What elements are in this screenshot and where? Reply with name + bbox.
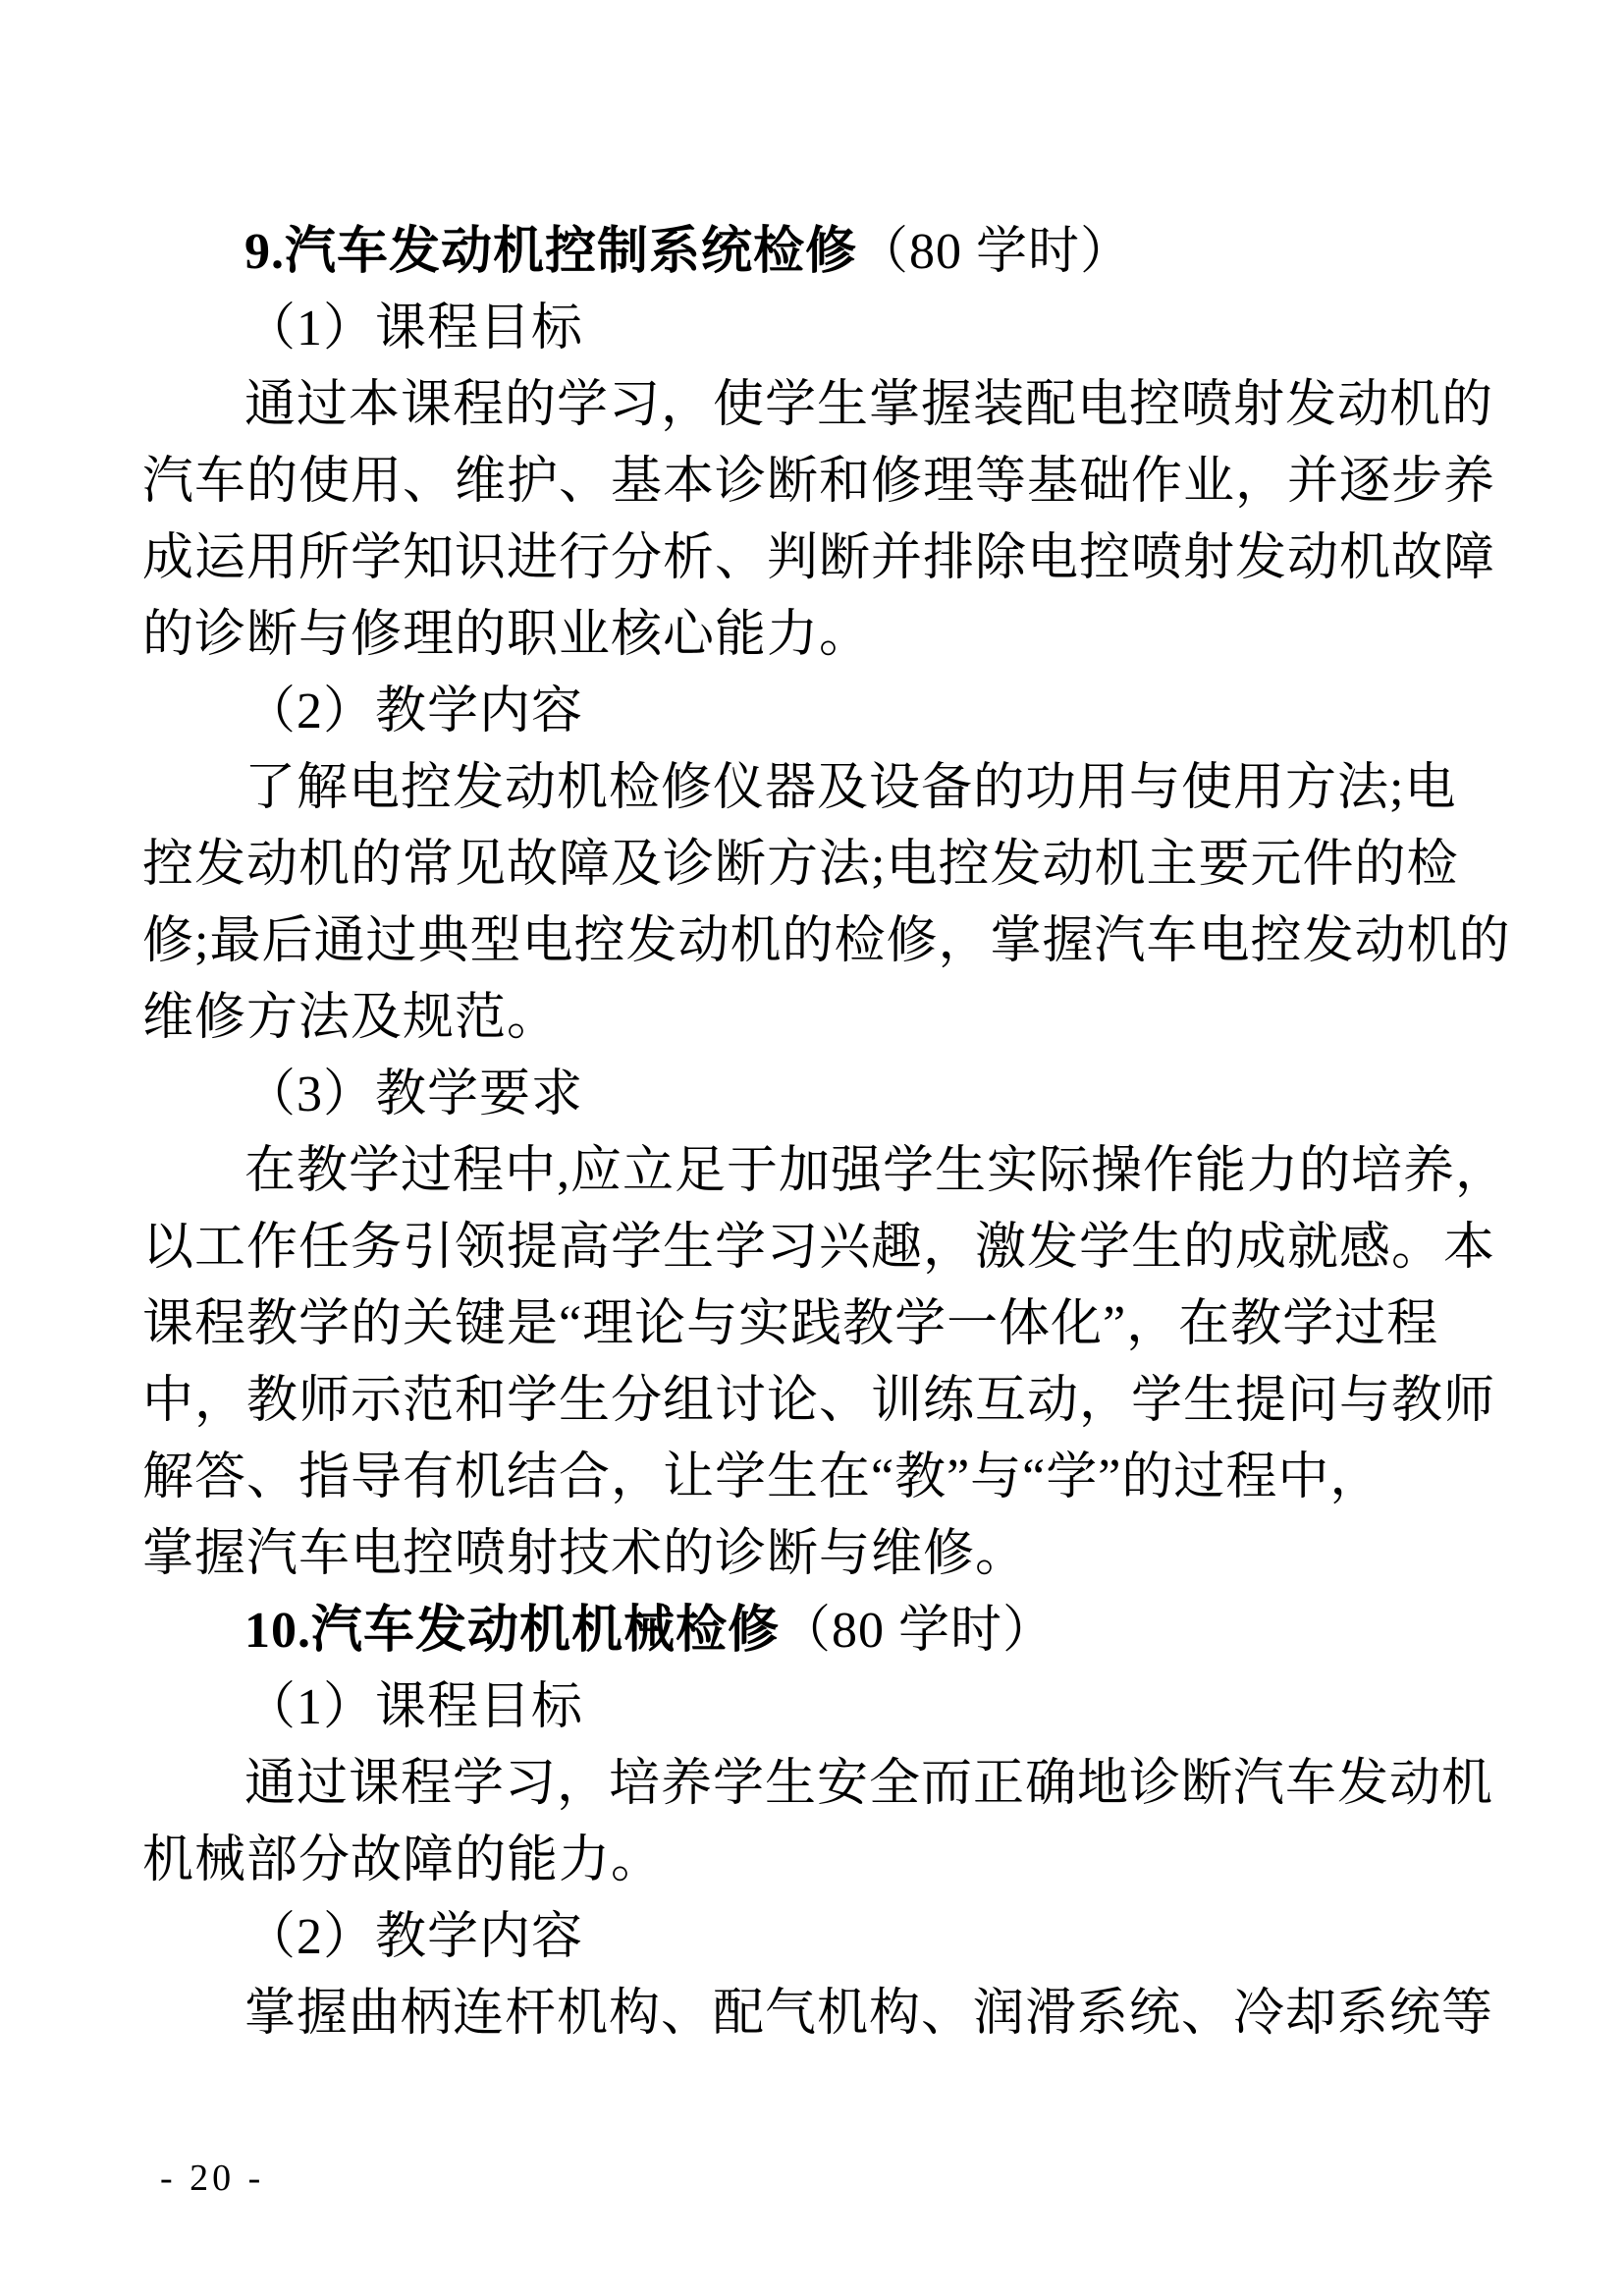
document-body xyxy=(142,214,1511,2052)
paragraph-line: 课程教学的关键是“理论与实践教学一体化”，在教学过程 xyxy=(142,1296,1439,1352)
paragraph-line: 维修方法及规范。 xyxy=(142,990,560,1046)
subheading-course-objective: （1）课程目标 xyxy=(244,301,584,356)
paragraph-line: 的诊断与修理的职业核心能力。 xyxy=(142,607,872,663)
paragraph-line: 中，教师示范和学生分组讨论、训练互动，学生提问与教师 xyxy=(142,1373,1496,1429)
subheading-teaching-content-10: （2）教学内容 xyxy=(244,1909,584,1965)
section-heading-10-title: 10.汽车发动机机械检修 xyxy=(244,1603,781,1659)
paragraph-line: 掌握汽车电控喷射技术的诊断与维修。 xyxy=(142,1526,1028,1582)
subheading-teaching-requirements: （3）教学要求 xyxy=(244,1066,584,1122)
paragraph-line: 修;最后通过典型电控发动机的检修，掌握汽车电控发动机的 xyxy=(142,913,1511,969)
paragraph-line: 通过课程学习，培养学生安全而正确地诊断汽车发动机 xyxy=(244,1756,1494,1812)
paragraph-teaching-content-10 xyxy=(142,1976,1494,2052)
paragraph-teaching-requirements xyxy=(142,1133,1508,1593)
paragraph-line: 在教学过程中,应立足于加强学生实际操作能力的培养， xyxy=(244,1143,1508,1199)
paragraph-course-objective xyxy=(142,367,1496,674)
paragraph-line: 控发动机的常见故障及诊断方法;电控发动机主要元件的检 xyxy=(142,837,1459,893)
paragraph-course-objective-10 xyxy=(142,1746,1494,1899)
subheading-course-objective-10: （1）课程目标 xyxy=(244,1679,584,1735)
section-heading-9 xyxy=(142,214,1488,291)
paragraph-line: 汽车的使用、维护、基本诊断和修理等基础作业，并逐步养 xyxy=(142,454,1496,510)
paragraph-line: 通过本课程的学习，使学生掌握装配电控喷射发动机的 xyxy=(244,377,1494,433)
paragraph-teaching-content xyxy=(142,750,1511,1057)
page-number: - 20 - xyxy=(160,2158,265,2199)
section-heading-9-hours: （80 学时） xyxy=(857,224,1133,280)
section-heading-10-hours: （80 学时） xyxy=(780,1603,1055,1659)
subheading-teaching-content: （2）教学内容 xyxy=(244,683,584,739)
paragraph-line: 机械部分故障的能力。 xyxy=(142,1832,664,1888)
section-heading-10 xyxy=(142,1593,1488,1669)
paragraph-line: 成运用所学知识进行分析、判断并排除电控喷射发动机故障 xyxy=(142,530,1496,586)
section-heading-9-title: 9.汽车发动机控制系统检修 xyxy=(244,224,858,280)
paragraph-line: 以工作任务引领提高学生学习兴趣，激发学生的成就感。本 xyxy=(142,1220,1496,1276)
paragraph-line: 解答、指导有机结合，让学生在“教”与“学”的过程中， xyxy=(142,1449,1382,1505)
paragraph-line: 了解电控发动机检修仪器及设备的功用与使用方法;电 xyxy=(244,760,1457,816)
paragraph-line: 掌握曲柄连杆机构、配气机构、润滑系统、冷却系统等 xyxy=(244,1986,1494,2042)
